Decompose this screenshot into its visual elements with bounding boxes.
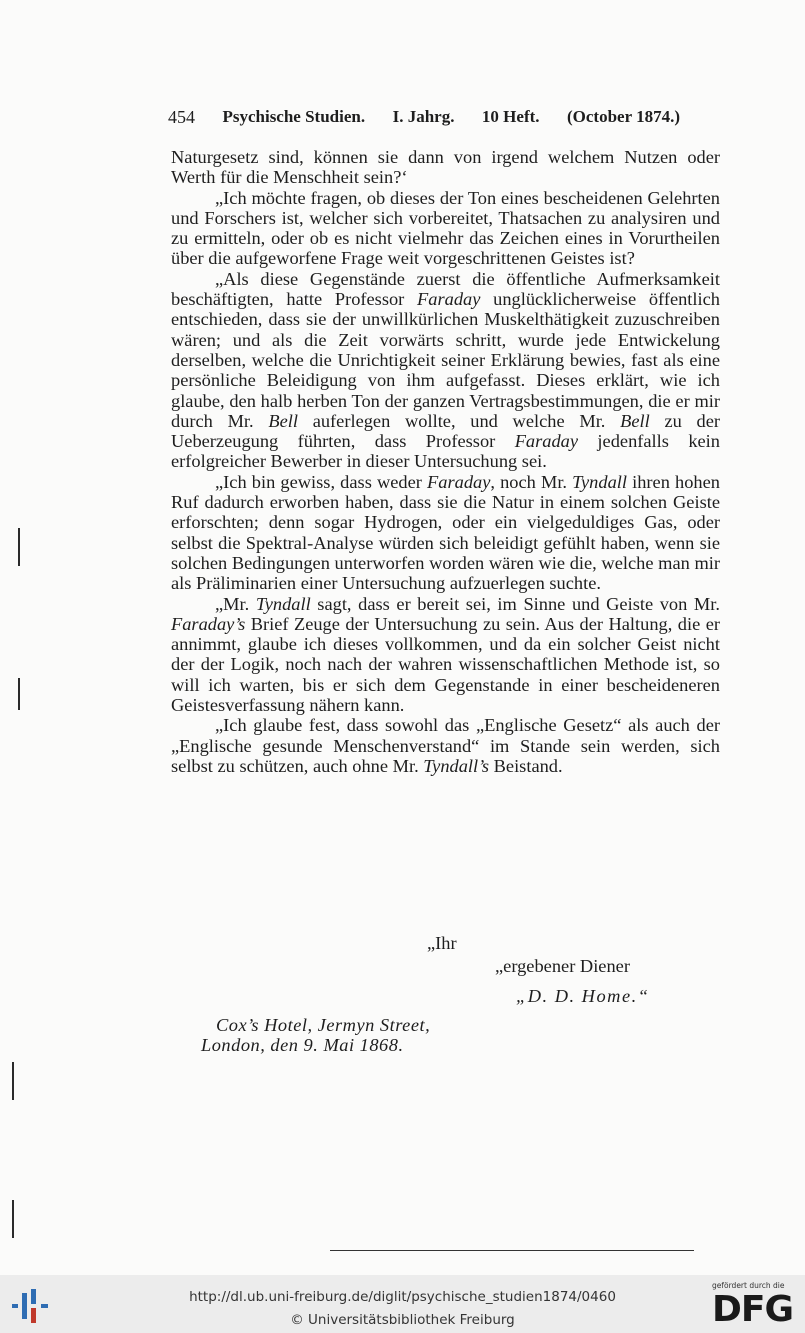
address-line: Cox’s Hotel, Jermyn Street, — [216, 1015, 431, 1035]
paragraph: „Mr. Tyndall sagt, dass er bereit sei, im Sinne und Geiste von Mr. Faraday’s Brief Zeuge der Untersuchung zu sein. Aus der Haltung, die er annimmt, glaube ich dieses vollkommen, und da ein solcher Geist nicht der der Logik, noch nach der wahren wissenschaftlichen Methode ist, so will ich warten, bis er sich dem Gegenstande in einer bescheideneren Geistesverfassung nähern kann. — [171, 593, 720, 716]
paragraph: „Ich möchte fragen, ob dieses der Ton eines bescheidenen Gelehrten und Forschers ist, welcher sich vorbereitet, Thatsachen zu analysiren und zu ermitteln, oder ob es nicht vielmehr das Zeichen eines in Vorurtheilen über die aufgeworfene Frage weit vorgeschrittenen Geistes ist? — [171, 187, 720, 269]
signature: „D. D. Home.“ — [516, 986, 650, 1006]
footer-rule — [330, 1250, 694, 1251]
paragraph: „Ich glaube fest, dass sowohl das „Englische Gesetz“ als auch der „Englische gesunde Menschenverstand“ im Stande sein werden, sich selbst zu schützen, auch ohne Mr. Tyndall’s Beistand. — [171, 715, 720, 776]
footer-bar — [0, 1275, 805, 1333]
paragraph: „Ich bin gewiss, dass weder Faraday, noch Mr. Tyndall ihren hohen Ruf dadurch erworben haben, dass sie die Natur in einem solchen Geiste erforschten; denn sogar Hydrogen, oder ein vielgeduldiges Gas, oder selbst die Spektral-Analyse würden sich beleidigt gefühlt haben, wenn sie solchen Bedingungen unterworfen worden wären wie die, welche man mir als Präliminarien einer Untersuchung aufzuerlegen suchte. — [171, 471, 720, 594]
page-number: 454 — [168, 107, 195, 127]
margin-mark — [18, 528, 20, 566]
journal-date: (October 1874.) — [566, 107, 680, 126]
margin-mark — [12, 1062, 14, 1100]
closing-salutation: „Ihr — [427, 933, 457, 953]
closing-phrase: „ergebener Diener — [495, 956, 630, 976]
journal-year: I. Jahrg. — [392, 107, 455, 126]
journal-title: Psychische Studien. — [222, 107, 366, 126]
funding-caption: gefördert durch die — [712, 1281, 785, 1290]
margin-mark — [18, 678, 20, 710]
copyright-notice: © Universitätsbibliothek Freiburg — [290, 1312, 515, 1328]
dfg-logo: DFG — [712, 1289, 794, 1330]
body-text — [171, 147, 720, 776]
permalink-url[interactable]: http://dl.ub.uni-freiburg.de/diglit/psychische_studien1874/0460 — [189, 1289, 616, 1305]
paragraph: „Als diese Gegenstände zuerst die öffentliche Aufmerksamkeit beschäftigten, hatte Professor Faraday unglücklicherweise öffentlich entschieden, dass sie der unwillkürlichen Muskelthätigkeit zuzuschreiben wären; und als die Zeit vorwärts schritt, wurde jede Entwickelung derselben, welche die Unrichtigkeit seiner Erklärung bewies, fast als eine persönliche Beleidigung von ihm aufgefasst. Dieses erklärt, wie ich glaube, den halb herben Ton der ganzen Vertragsbestimmungen, die er mir durch Mr. Bell auferlegen wollte, und welche Mr. Bell zu der Ueberzeugung führten, dass Professor Faraday jedenfalls kein erfolgreicher Bewerber in dieser Untersuchung sei. — [171, 268, 720, 472]
running-header — [168, 104, 680, 130]
journal-issue: 10 Heft. — [481, 107, 540, 126]
paragraph: Naturgesetz sind, können sie dann von irgend welchem Nutzen oder Werth für die Menschheit sein?‘ — [171, 147, 720, 188]
margin-mark — [12, 1200, 14, 1238]
date-line: London, den 9. Mai 1868. — [201, 1035, 404, 1055]
